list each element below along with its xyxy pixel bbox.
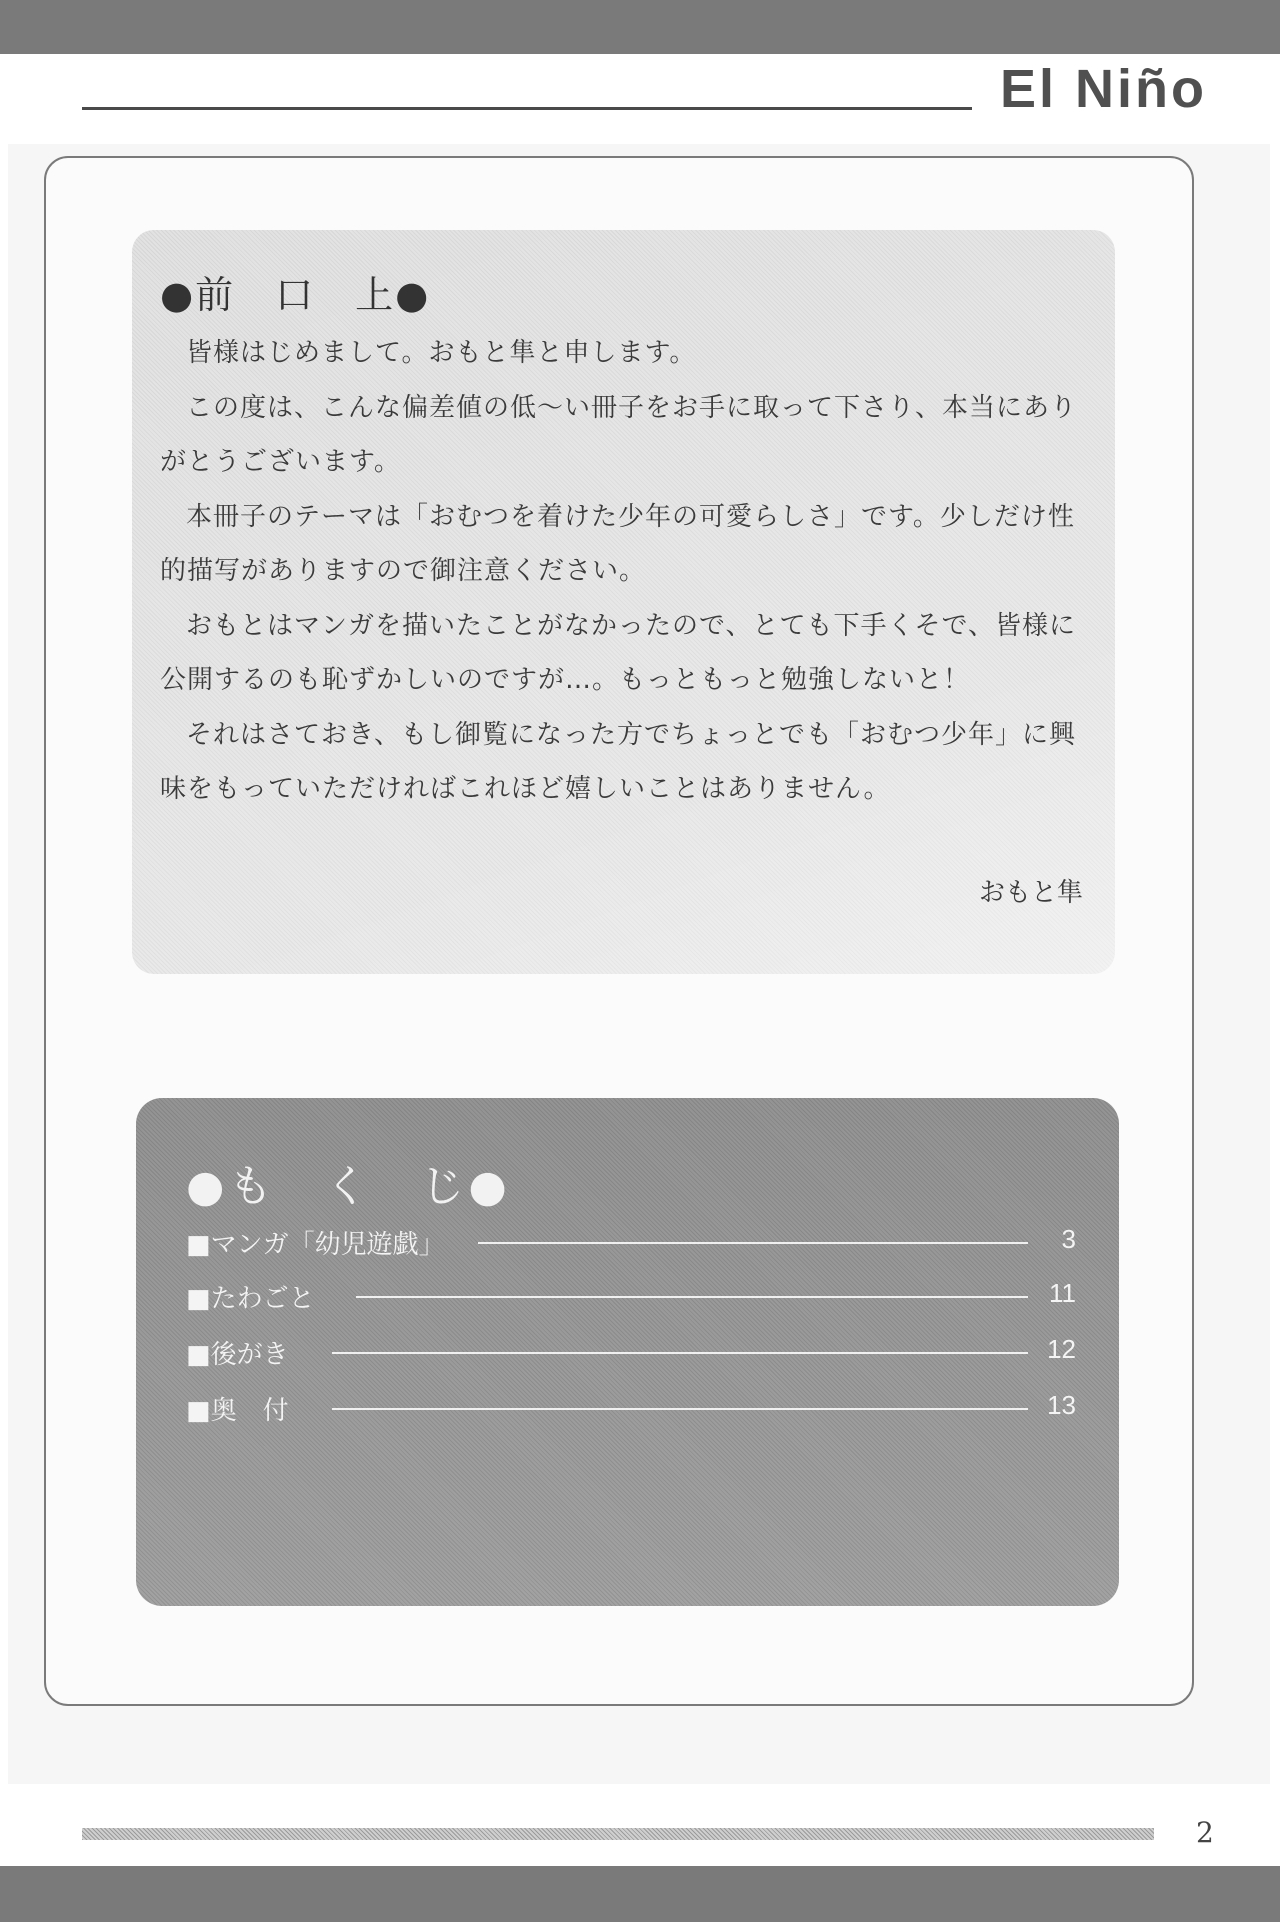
toc-leader-line (356, 1296, 1028, 1298)
preface-paragraph: 皆様はじめまして。おもと隼と申します。 (186, 338, 697, 368)
top-bar (0, 0, 1280, 54)
toc-item-page: 11 (1049, 1278, 1076, 1308)
toc-leader-line (332, 1408, 1028, 1410)
table-of-contents (136, 1098, 1119, 1606)
preface-paragraph: おもとはマンガを描いたことがなかったので、とても下手くそで、皆様に公開するのも恥ずかしいのですが…。もっともっと勉強しないと！ (160, 610, 1076, 695)
preface-paragraph: 本冊子のテーマは「おむつを着けた少年の可愛らしさ」です。少しだけ性的描写がありますので御注意ください。 (160, 501, 1075, 586)
toc-item-label: ■たわごと (186, 1284, 315, 1314)
preface-body (160, 326, 1090, 817)
preface-signature: おもと隼 (978, 878, 1083, 908)
toc-item-tawagoto[interactable] (186, 1278, 1076, 1314)
preface-panel (132, 230, 1115, 974)
toc-leader-line (478, 1242, 1028, 1244)
toc-item-okuzuke[interactable] (186, 1390, 1076, 1426)
toc-item-page: 12 (1047, 1334, 1076, 1364)
toc-item-page: 13 (1047, 1390, 1076, 1420)
toc-title: ●も く じ● (186, 1161, 511, 1212)
header-rule (82, 107, 972, 110)
toc-item-page: 3 (1061, 1224, 1076, 1254)
preface-title: ●前 口 上● (160, 273, 431, 317)
toc-item-label: ■奥 付 (186, 1396, 289, 1426)
title-logo: El Niño (1000, 59, 1207, 119)
toc-item-label: ■マンガ「幼児遊戯」 (186, 1230, 445, 1260)
toc-item-label: ■後がき (186, 1340, 289, 1370)
toc-item-atogaki[interactable] (186, 1334, 1076, 1370)
bottom-bar (0, 1866, 1280, 1922)
toc-item-manga[interactable] (186, 1224, 1076, 1260)
toc-leader-line (332, 1352, 1028, 1354)
preface-paragraph: この度は、こんな偏差値の低〜い冊子をお手に取って下さり、本当にありがとうございます。 (160, 392, 1078, 477)
page-number: 2 (1196, 1816, 1214, 1849)
footer-rule (82, 1828, 1154, 1840)
preface-paragraph: それはさておき、もし御覧になった方でちょっとでも「おむつ少年」に興味をもっていただければこれほど嬉しいことはありません。 (160, 719, 1076, 804)
